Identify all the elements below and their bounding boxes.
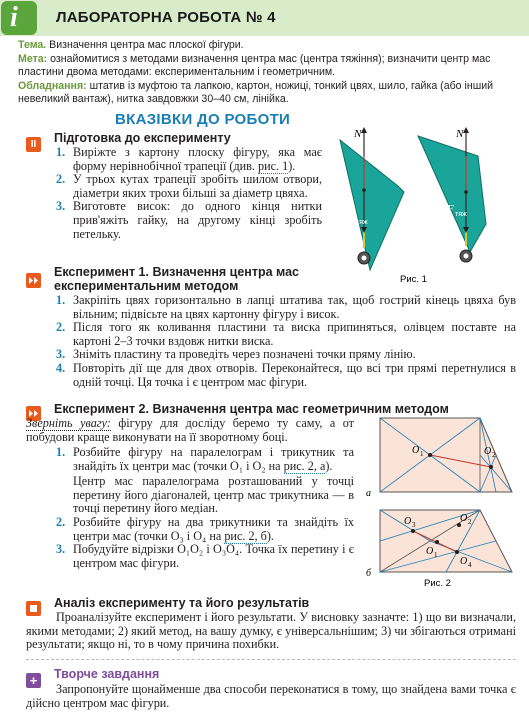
label-b: б <box>366 568 372 579</box>
note-text: фігуру для досліду беремо ту саму, а от побудови краще виконувати на її зворотному боці. <box>26 416 354 444</box>
item-text-main: Розбийте фігуру на два трикутники та знайдіть їх центри мас (точки O₃ і O₄ на <box>73 514 354 543</box>
section-divider <box>26 659 516 660</box>
item-number: 3. <box>56 347 66 362</box>
item-number: 2. <box>56 172 66 187</box>
prep-title: Підготовка до експерименту <box>54 131 231 145</box>
right-plate <box>418 136 486 252</box>
label-o2-b: O <box>460 513 468 524</box>
left-nut-hole <box>362 256 367 261</box>
intro-block <box>18 39 520 107</box>
label-a: а <box>366 488 371 499</box>
item-number: 1. <box>56 445 66 459</box>
item-text-end: ). <box>266 528 274 543</box>
label-o2: O <box>484 446 492 457</box>
creative-title: Творче завдання <box>54 667 160 681</box>
item-number: 1. <box>56 145 66 159</box>
label-f-left-sub: тяж <box>356 219 368 226</box>
label-o1-b: O <box>426 546 434 557</box>
left-plate <box>340 140 404 270</box>
list-item <box>56 362 516 389</box>
label-o2-sub: 2 <box>492 451 496 459</box>
info-i-icon <box>1 1 37 35</box>
fig2-caption: Рис. 2 <box>424 578 451 589</box>
list-item <box>56 321 516 348</box>
label-o1: O <box>412 445 420 456</box>
list-item <box>56 446 354 473</box>
item-text: Побудуйте відрізки O₁O₂ і O₃O₄. Точка їх перетину і є центром мас фігури. <box>73 542 354 570</box>
item-text-end: ). <box>325 458 333 473</box>
item-text <box>73 146 322 173</box>
equipment-line <box>18 80 520 107</box>
list-item <box>56 294 516 321</box>
pause-glyph: II <box>30 139 37 150</box>
item-number: 3. <box>56 542 66 557</box>
tema-line <box>18 39 520 53</box>
meta-label: Мета: <box>18 52 48 65</box>
exp2-note <box>26 417 354 444</box>
fig-ref-link[interactable]: рис. 2, а <box>283 458 326 473</box>
info-i-glyph: i <box>10 2 18 33</box>
exp2-title: Експеримент 2. Визначення центра мас геометричним методом <box>54 402 449 416</box>
fig1-caption: Рис. 1 <box>400 274 427 285</box>
analysis-title: Аналіз експерименту та його результатів <box>54 596 310 610</box>
figure-2b <box>366 510 512 579</box>
fig-ref-link[interactable]: рис. 1 <box>258 158 289 173</box>
prep-list <box>56 146 322 241</box>
label-o3: O <box>404 516 412 527</box>
creative-text: Запропонуйте щонайменше два способи переконатися в тому, що знайдена вами точка є дійсно центром мас фігури. <box>26 682 516 710</box>
list-item <box>56 475 354 516</box>
analysis-text: Проаналізуйте експеримент і його результати. У висновку зазначте: 1) що ви визначали, якими методами; 2) який метод, на вашу думку, є універсальнішим; 3) чи збігаються отримані результати; якщо ні, то в чому причина похибки. <box>26 610 516 652</box>
meta-line <box>18 53 520 80</box>
pause-icon <box>26 137 41 152</box>
label-f-right: F <box>447 203 454 215</box>
tema-label: Тема. <box>18 39 47 51</box>
tema-text: Визначення центра мас плоскої фігури. <box>46 39 244 51</box>
item-number: 3. <box>56 199 66 214</box>
item-text-end: ). <box>288 158 296 173</box>
left-center-dot <box>362 188 366 192</box>
right-nut-hole <box>464 254 469 259</box>
label-o1-b-sub: 1 <box>434 551 438 559</box>
item-text <box>73 516 354 543</box>
page-title: ЛАБОРАТОРНА РОБОТА № 4 <box>56 9 276 26</box>
item-number <box>56 475 73 516</box>
label-n-right: N <box>456 128 464 140</box>
item-text-main: Розбийте фігуру на паралелограм і трикутник та знайдіть їх центри мас (точки O₁ і O₂ на <box>73 445 354 473</box>
item-number: 2. <box>56 320 66 335</box>
item-text: Повторіть дії ще для двох отворів. Переконайтеся, що всі три прямі перетнулися в одній точці. Ця точка і є центром мас фігури. <box>73 360 516 389</box>
equipment-label: Обладнання: <box>18 79 87 92</box>
point-o1-b <box>435 540 439 544</box>
note-label: Зверніть увагу: <box>26 416 111 430</box>
label-o4: O <box>460 556 468 567</box>
list-item <box>56 200 322 241</box>
item-text: Виготовте висок: до одного кінця нитки прив'яжіть гайку, на другому кінці зробіть петельку. <box>73 199 322 241</box>
list-item <box>56 543 354 570</box>
point-o2 <box>489 465 493 469</box>
point-o4 <box>455 550 459 554</box>
play-icon <box>26 273 41 288</box>
item-text: Зніміть пластину та проведіть через позначені точки пряму лінію. <box>73 347 416 362</box>
section-title: ВКАЗІВКИ ДО РОБОТИ <box>115 111 291 128</box>
exp1-list <box>56 294 516 389</box>
item-number: 1. <box>56 293 66 307</box>
fig-ref-link[interactable]: рис. 2, б <box>224 528 267 543</box>
right-center-dot <box>464 190 468 194</box>
shape-b <box>380 510 512 572</box>
label-o2-b-sub: 2 <box>468 518 472 526</box>
label-f-right-sub: тяж <box>455 211 467 218</box>
item-text: Центр мас паралелограма розташований у точці перетину його діагоналей, центр мас трикутника — в точці перетину його медіан. <box>73 474 354 516</box>
label-o1-sub: 1 <box>420 450 424 458</box>
item-text: Закріпіть цвях горизонтально в лапці штатива так, щоб гострий кінець цвяха був вільним; підвісьте на цвях картонну фігуру і висок. <box>73 293 516 321</box>
point-o1 <box>428 453 432 457</box>
play-glyph <box>26 273 41 288</box>
label-o4-sub: 4 <box>468 561 472 569</box>
figure-1 <box>330 120 520 290</box>
item-text: Після того як коливання пластини та виска припиняться, олівцем поставте на картоні 2–3 точки вздовж нитки виска. <box>73 320 516 348</box>
item-text <box>73 446 354 473</box>
label-n-left: N <box>354 128 362 140</box>
equipment-text: штатив із муфтою та лапкою, картон, ножиці, тонкий цвях, шило, гайка (або інший невеликий вантаж), нитка завдовжки 30–40 см, лінійка. <box>18 79 494 106</box>
item-text-main: Виріжте з картону плоску фігуру, яка має форму нерівнобічної трапеції (див. <box>73 145 322 173</box>
list-item <box>56 146 322 173</box>
exp1-title: Експеримент 1. Визначення центра мас експериментальним методом <box>54 265 299 293</box>
label-o3-sub: 3 <box>412 521 416 529</box>
item-number: 2. <box>56 514 66 529</box>
figure-2a <box>366 418 512 499</box>
figure-2 <box>360 412 524 590</box>
item-number: 4. <box>56 360 66 375</box>
label-f-left: F <box>348 211 355 223</box>
item-text: У трьох кутах трапеції зробіть шилом отвори, діаметри яких трохи більші за діаметр цвяха. <box>73 172 322 200</box>
plus-glyph: + <box>29 673 38 688</box>
exp2-list <box>56 446 354 570</box>
point-o3 <box>411 529 415 533</box>
list-item <box>56 348 516 362</box>
meta-text: ознайомитися з методами визначення центра мас (центра тяжіння); визначити центр мас пластини двома методами: експериментальним і геометричним. <box>18 52 491 79</box>
list-item <box>56 173 322 200</box>
list-item <box>56 516 354 543</box>
